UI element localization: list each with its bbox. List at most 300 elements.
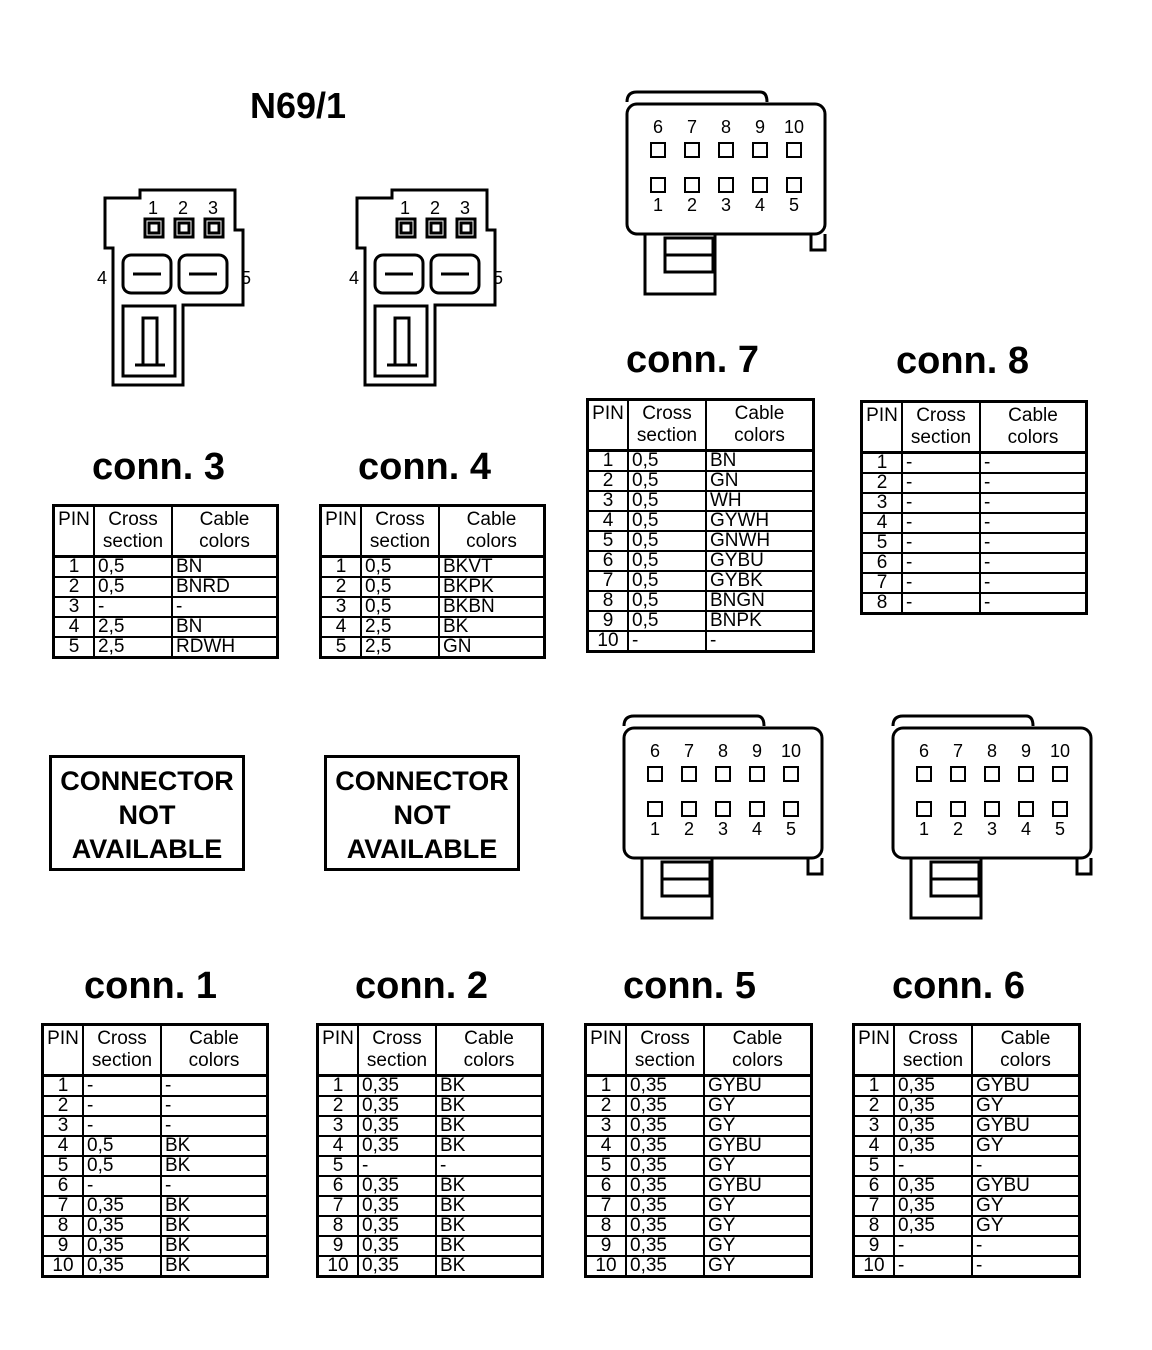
conn8-table: [860, 400, 1088, 615]
table-row: [862, 493, 1087, 513]
table-row: [588, 471, 814, 491]
table-row: [586, 1156, 812, 1176]
cross-section-header: Cross section: [626, 1025, 704, 1076]
cable-color-cell: GNWH: [706, 531, 814, 551]
cable-colors-header: Cable colors: [704, 1025, 812, 1076]
table-row: [854, 1156, 1080, 1176]
pin-label: 5: [1054, 819, 1066, 839]
cross-section-cell: 0,5: [628, 451, 706, 472]
pin-label-1: 1: [148, 198, 159, 218]
connector-5-drawing: [612, 714, 832, 924]
pin-cell: 10: [586, 1256, 627, 1277]
table-row: [588, 531, 814, 551]
cable-color-cell: GY: [972, 1216, 1080, 1236]
cable-color-cell: GYBU: [972, 1076, 1080, 1097]
cable-color-cell: BK: [436, 1216, 543, 1236]
cable-color-cell: -: [980, 593, 1087, 614]
table-row: [854, 1096, 1080, 1116]
na-line-2: NOT: [118, 800, 176, 830]
cross-section-cell: -: [902, 493, 980, 513]
pin-label: 1: [918, 819, 930, 839]
cable-color-cell: BK: [436, 1136, 543, 1156]
cross-section-cell: 0,35: [358, 1256, 436, 1277]
cable-color-cell: -: [161, 1076, 268, 1097]
cross-section-cell: 0,35: [894, 1116, 972, 1136]
conn5-table: [584, 1023, 813, 1278]
pin-cell: 5: [586, 1156, 627, 1176]
pin-cell: 4: [321, 617, 362, 637]
cable-color-cell: BK: [161, 1156, 268, 1176]
pin-header: PIN: [43, 1025, 84, 1076]
pin-label: 9: [1020, 741, 1032, 761]
cross-section-cell: 0,35: [626, 1116, 704, 1136]
pin-label: 6: [652, 117, 664, 137]
pin-cell: 2: [586, 1096, 627, 1116]
cross-section-cell: 0,35: [358, 1096, 436, 1116]
cross-section-cell: -: [894, 1256, 972, 1277]
cross-section-cell: 0,35: [358, 1076, 436, 1097]
cable-color-cell: GY: [704, 1156, 812, 1176]
pin-label: 5: [788, 195, 800, 215]
pin-cell: 4: [586, 1136, 627, 1156]
pin-label: 3: [720, 195, 732, 215]
cable-color-cell: -: [161, 1176, 268, 1196]
table-row: [854, 1196, 1080, 1216]
cable-color-cell: BNRD: [172, 577, 278, 597]
pin-cell: 4: [43, 1136, 84, 1156]
cross-section-cell: -: [902, 453, 980, 474]
cable-color-cell: -: [161, 1096, 268, 1116]
cross-section-cell: -: [83, 1116, 161, 1136]
cross-section-cell: 0,5: [361, 597, 439, 617]
table-row: [854, 1116, 1080, 1136]
conn7-table: [586, 398, 815, 653]
conn2-title: conn. 2: [355, 965, 489, 1007]
pin-cell: 5: [54, 637, 95, 658]
pin-label-5: 5: [241, 268, 252, 288]
cable-color-cell: GY: [704, 1216, 812, 1236]
cable-color-cell: BK: [436, 1256, 543, 1277]
pin-cell: 10: [43, 1256, 84, 1277]
cable-color-cell: BN: [172, 617, 278, 637]
pin-cell: 9: [43, 1236, 84, 1256]
table-row: [43, 1236, 268, 1256]
pin-label: 8: [986, 741, 998, 761]
cross-section-cell: 0,35: [626, 1196, 704, 1216]
cable-color-cell: BK: [161, 1216, 268, 1236]
table-row: [854, 1256, 1080, 1277]
pin-cell: 7: [862, 573, 903, 593]
pin-label: 9: [751, 741, 763, 761]
cross-section-cell: -: [902, 573, 980, 593]
pin-header: PIN: [588, 400, 629, 451]
cable-colors-header: Cable colors: [172, 506, 278, 557]
pin-cell: 4: [862, 513, 903, 533]
cable-color-cell: GYBU: [972, 1176, 1080, 1196]
pin-label: 3: [986, 819, 998, 839]
pin-cell: 9: [318, 1236, 359, 1256]
pin-cell: 6: [43, 1176, 84, 1196]
table-row: [588, 631, 814, 652]
table-row: [318, 1096, 543, 1116]
pin-header: PIN: [862, 402, 903, 453]
pin-label: 8: [720, 117, 732, 137]
conn4-table: [319, 504, 546, 659]
table-row: [588, 611, 814, 631]
cable-color-cell: -: [972, 1236, 1080, 1256]
table-row: [43, 1156, 268, 1176]
na-line-2: NOT: [393, 800, 451, 830]
cross-section-cell: -: [358, 1156, 436, 1176]
pin-label: 1: [652, 195, 664, 215]
pin-cell: 2: [321, 577, 362, 597]
cross-section-cell: -: [902, 473, 980, 493]
pin-cell: 3: [586, 1116, 627, 1136]
cross-section-cell: 0,35: [894, 1176, 972, 1196]
connector-7-drawing: [615, 90, 835, 300]
pin-label: 5: [785, 819, 797, 839]
pin-cell: 8: [586, 1216, 627, 1236]
connector-6-drawing: [881, 714, 1101, 924]
pin-label-1: 1: [400, 198, 411, 218]
cable-color-cell: -: [980, 453, 1087, 474]
table-row: [586, 1136, 812, 1156]
cable-colors-header: Cable colors: [980, 402, 1087, 453]
pin-cell: 3: [318, 1116, 359, 1136]
pin-label: 4: [754, 195, 766, 215]
cable-color-cell: GY: [972, 1136, 1080, 1156]
cross-section-cell: 0,5: [628, 571, 706, 591]
pin-cell: 1: [854, 1076, 895, 1097]
pin-label: 2: [686, 195, 698, 215]
table-row: [321, 597, 545, 617]
cross-section-cell: 0,5: [361, 557, 439, 578]
cross-section-header: Cross section: [94, 506, 172, 557]
pin-cell: 5: [43, 1156, 84, 1176]
cable-color-cell: BK: [436, 1096, 543, 1116]
cable-color-cell: -: [980, 573, 1087, 593]
conn1-table: [41, 1023, 269, 1278]
cable-color-cell: BK: [439, 617, 545, 637]
cable-color-cell: -: [980, 493, 1087, 513]
pin-cell: 4: [588, 511, 629, 531]
cable-color-cell: GY: [704, 1196, 812, 1216]
cable-color-cell: BK: [436, 1176, 543, 1196]
table-row: [588, 591, 814, 611]
table-row: [586, 1236, 812, 1256]
cross-section-cell: -: [83, 1076, 161, 1097]
pin-cell: 3: [321, 597, 362, 617]
table-row: [54, 637, 278, 658]
table-row: [318, 1216, 543, 1236]
pin-label: 7: [952, 741, 964, 761]
pin-cell: 6: [588, 551, 629, 571]
conn8-title: conn. 8: [896, 340, 1030, 382]
cable-color-cell: BK: [161, 1196, 268, 1216]
pin-cell: 4: [854, 1136, 895, 1156]
cross-section-cell: 0,5: [628, 531, 706, 551]
conn6-table: [852, 1023, 1081, 1278]
conn6-title: conn. 6: [892, 965, 1026, 1007]
cable-color-cell: BKBN: [439, 597, 545, 617]
table-row: [43, 1076, 268, 1097]
conn3-title: conn. 3: [92, 446, 226, 488]
pin-cell: 2: [854, 1096, 895, 1116]
pin-label: 2: [952, 819, 964, 839]
pin-label-4: 4: [97, 268, 108, 288]
table-row: [586, 1196, 812, 1216]
cable-color-cell: -: [161, 1116, 268, 1136]
conn5-title: conn. 5: [623, 965, 757, 1007]
cross-section-cell: -: [894, 1236, 972, 1256]
cross-section-cell: 2,5: [361, 637, 439, 658]
cable-color-cell: GYBU: [972, 1116, 1080, 1136]
table-row: [586, 1216, 812, 1236]
cross-section-cell: 0,35: [626, 1176, 704, 1196]
cross-section-header: Cross section: [902, 402, 980, 453]
cross-section-cell: 0,35: [626, 1136, 704, 1156]
table-row: [54, 577, 278, 597]
cross-section-cell: -: [628, 631, 706, 652]
table-row: [862, 553, 1087, 573]
table-row: [43, 1136, 268, 1156]
table-row: [854, 1076, 1080, 1097]
table-row: [862, 593, 1087, 614]
table-row: [321, 617, 545, 637]
pin-label: 4: [1020, 819, 1032, 839]
cable-color-cell: GN: [439, 637, 545, 658]
cross-section-cell: 0,5: [83, 1156, 161, 1176]
cross-section-cell: -: [94, 597, 172, 617]
cross-section-cell: 0,5: [94, 557, 172, 578]
pin-cell: 10: [854, 1256, 895, 1277]
cable-color-cell: BN: [706, 451, 814, 472]
table-row: [321, 557, 545, 578]
table-row: [862, 513, 1087, 533]
pin-cell: 1: [586, 1076, 627, 1097]
table-row: [586, 1176, 812, 1196]
cross-section-cell: 0,35: [83, 1196, 161, 1216]
pin-cell: 1: [321, 557, 362, 578]
table-row: [854, 1176, 1080, 1196]
na-line-3: AVAILABLE: [346, 834, 498, 864]
cross-section-cell: 0,35: [358, 1116, 436, 1136]
cable-color-cell: BK: [436, 1196, 543, 1216]
table-row: [854, 1136, 1080, 1156]
na-line-3: AVAILABLE: [71, 834, 223, 864]
cable-color-cell: GY: [704, 1256, 812, 1277]
cable-color-cell: GYBU: [706, 551, 814, 571]
cable-color-cell: BNGN: [706, 591, 814, 611]
cable-color-cell: GY: [972, 1196, 1080, 1216]
pin-cell: 3: [43, 1116, 84, 1136]
cross-section-cell: -: [894, 1156, 972, 1176]
pin-cell: 2: [862, 473, 903, 493]
cable-color-cell: BKPK: [439, 577, 545, 597]
cable-color-cell: -: [706, 631, 814, 652]
cross-section-header: Cross section: [361, 506, 439, 557]
table-row: [588, 451, 814, 472]
pin-label: 10: [780, 741, 802, 761]
cross-section-cell: 0,35: [626, 1076, 704, 1097]
cross-section-cell: 0,35: [626, 1256, 704, 1277]
pin-label: 9: [754, 117, 766, 137]
cross-section-cell: 0,35: [894, 1076, 972, 1097]
cross-section-cell: 0,35: [894, 1136, 972, 1156]
cable-color-cell: -: [972, 1156, 1080, 1176]
table-row: [321, 577, 545, 597]
cross-section-cell: 0,5: [628, 611, 706, 631]
pin-label-3: 3: [460, 198, 471, 218]
pin-label: 7: [683, 741, 695, 761]
pin-cell: 4: [54, 617, 95, 637]
cable-color-cell: GY: [704, 1236, 812, 1256]
pin-cell: 2: [588, 471, 629, 491]
pin-cell: 8: [862, 593, 903, 614]
cross-section-cell: -: [83, 1096, 161, 1116]
cable-color-cell: GYBU: [704, 1176, 812, 1196]
cable-colors-header: Cable colors: [972, 1025, 1080, 1076]
conn3-table: [52, 504, 279, 659]
cable-color-cell: BK: [161, 1236, 268, 1256]
cable-color-cell: BK: [436, 1236, 543, 1256]
table-row: [854, 1236, 1080, 1256]
table-row: [318, 1236, 543, 1256]
pin-label: 1: [649, 819, 661, 839]
cross-section-cell: 0,5: [361, 577, 439, 597]
cross-section-cell: 0,35: [358, 1196, 436, 1216]
pin-label: 3: [717, 819, 729, 839]
table-row: [586, 1076, 812, 1097]
pin-cell: 8: [318, 1216, 359, 1236]
cable-color-cell: BK: [161, 1256, 268, 1277]
cable-color-cell: GYBU: [704, 1136, 812, 1156]
cross-section-cell: 0,35: [83, 1256, 161, 1277]
table-row: [318, 1136, 543, 1156]
pin-label-2: 2: [178, 198, 189, 218]
cable-colors-header: Cable colors: [439, 506, 545, 557]
table-row: [586, 1096, 812, 1116]
cross-section-cell: 0,5: [94, 577, 172, 597]
pin-label: 6: [918, 741, 930, 761]
pin-cell: 9: [586, 1236, 627, 1256]
cross-section-header: Cross section: [894, 1025, 972, 1076]
cross-section-cell: 2,5: [361, 617, 439, 637]
pin-cell: 3: [54, 597, 95, 617]
pin-label: 10: [1049, 741, 1071, 761]
cross-section-cell: 0,35: [358, 1176, 436, 1196]
pin-cell: 6: [862, 553, 903, 573]
pin-cell: 5: [854, 1156, 895, 1176]
conn7-title: conn. 7: [626, 339, 760, 381]
table-row: [318, 1156, 543, 1176]
table-row: [318, 1176, 543, 1196]
conn1-not-available: [49, 755, 245, 871]
conn2-table: [316, 1023, 544, 1278]
table-row: [54, 557, 278, 578]
cable-color-cell: RDWH: [172, 637, 278, 658]
cable-color-cell: -: [972, 1256, 1080, 1277]
cross-section-cell: -: [902, 553, 980, 573]
table-row: [586, 1256, 812, 1277]
table-row: [862, 473, 1087, 493]
table-row: [43, 1176, 268, 1196]
pin-cell: 3: [862, 493, 903, 513]
cross-section-cell: 0,35: [894, 1196, 972, 1216]
pin-cell: 4: [318, 1136, 359, 1156]
pin-cell: 5: [588, 531, 629, 551]
cross-section-cell: 0,35: [894, 1216, 972, 1236]
pin-cell: 9: [588, 611, 629, 631]
main-title: N69/1: [250, 85, 347, 126]
table-row: [318, 1196, 543, 1216]
cable-color-cell: BN: [172, 557, 278, 578]
cable-color-cell: GYBK: [706, 571, 814, 591]
table-row: [318, 1076, 543, 1097]
pin-cell: 6: [318, 1176, 359, 1196]
pin-label: 6: [649, 741, 661, 761]
table-row: [43, 1216, 268, 1236]
pin-header: PIN: [586, 1025, 627, 1076]
table-row: [321, 637, 545, 658]
cross-section-cell: 0,35: [626, 1096, 704, 1116]
pin-cell: 7: [588, 571, 629, 591]
pin-cell: 1: [862, 453, 903, 474]
cable-color-cell: GYBU: [704, 1076, 812, 1097]
cable-color-cell: -: [980, 533, 1087, 553]
pin-label-5: 5: [493, 268, 504, 288]
table-row: [54, 617, 278, 637]
table-row: [862, 573, 1087, 593]
pin-header: PIN: [318, 1025, 359, 1076]
pin-cell: 5: [321, 637, 362, 658]
cable-color-cell: WH: [706, 491, 814, 511]
cross-section-cell: 0,5: [83, 1136, 161, 1156]
pin-label-4: 4: [349, 268, 360, 288]
table-row: [588, 491, 814, 511]
pin-label: 7: [686, 117, 698, 137]
pin-label: 8: [717, 741, 729, 761]
cross-section-cell: 0,35: [626, 1216, 704, 1236]
cross-section-cell: 0,35: [358, 1136, 436, 1156]
pin-cell: 10: [588, 631, 629, 652]
pin-cell: 7: [318, 1196, 359, 1216]
pin-cell: 7: [586, 1196, 627, 1216]
cross-section-cell: 0,5: [628, 551, 706, 571]
pin-header: PIN: [54, 506, 95, 557]
pin-cell: 7: [43, 1196, 84, 1216]
pin-cell: 8: [854, 1216, 895, 1236]
cross-section-cell: 0,5: [628, 591, 706, 611]
cable-color-cell: -: [980, 513, 1087, 533]
cross-section-cell: -: [902, 593, 980, 614]
pin-cell: 7: [854, 1196, 895, 1216]
pin-cell: 9: [854, 1236, 895, 1256]
table-row: [43, 1196, 268, 1216]
table-row: [54, 597, 278, 617]
pin-cell: 2: [43, 1096, 84, 1116]
cable-color-cell: BK: [436, 1076, 543, 1097]
cross-section-cell: 0,35: [358, 1216, 436, 1236]
cross-section-cell: 0,5: [628, 511, 706, 531]
pin-cell: 1: [588, 451, 629, 472]
pin-label: 10: [783, 117, 805, 137]
cross-section-cell: 2,5: [94, 617, 172, 637]
pin-cell: 2: [54, 577, 95, 597]
pin-cell: 8: [588, 591, 629, 611]
table-row: [43, 1116, 268, 1136]
pin-cell: 6: [854, 1176, 895, 1196]
